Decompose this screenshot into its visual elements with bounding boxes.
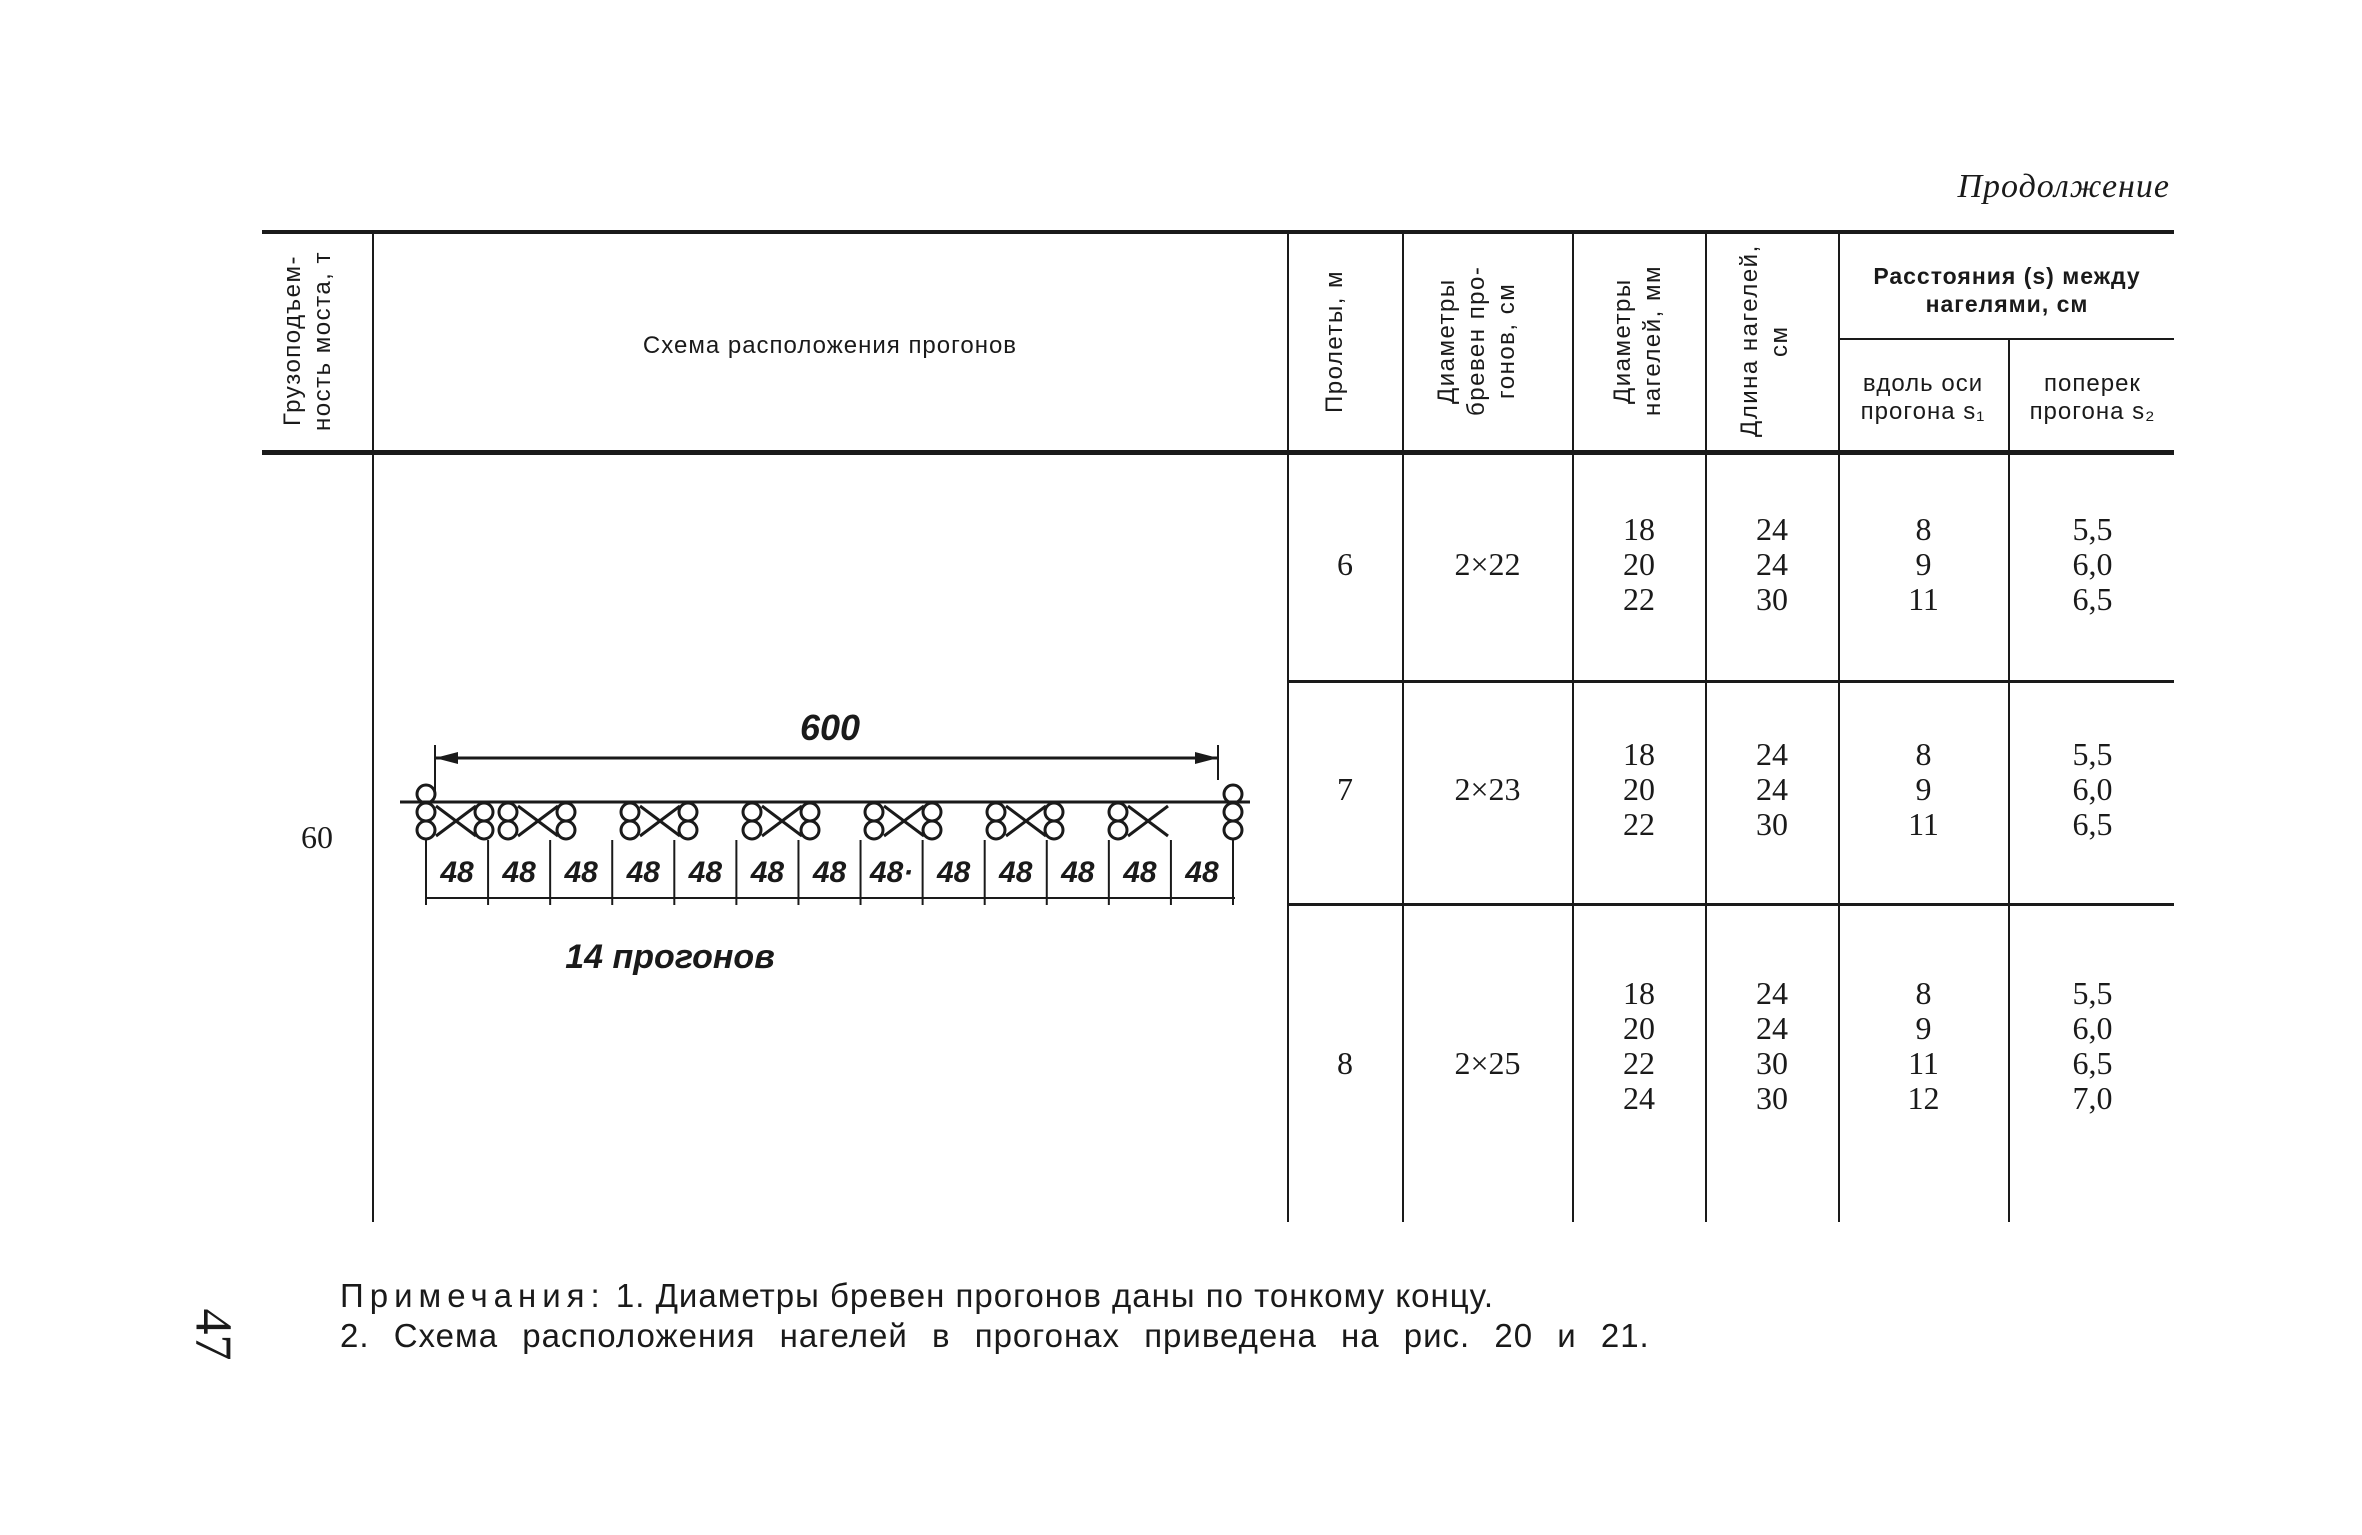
col-divider-3	[1402, 234, 1404, 1222]
row1-s1: 8 9 11	[1908, 511, 1939, 617]
log-circle	[1224, 803, 1242, 821]
notes-label: Примечания:	[340, 1277, 606, 1314]
log-circle	[1224, 821, 1242, 839]
spacing-label: 48	[564, 856, 598, 889]
log-pair	[743, 803, 819, 839]
row3-dowel-lengths: 24 24 30 30	[1756, 975, 1788, 1116]
note-line-1	[340, 1277, 1494, 1315]
spacing-labels	[439, 856, 1219, 889]
header-across: поперек прогона s₂	[2029, 370, 2156, 425]
col-divider-2	[1287, 234, 1289, 1222]
header-along-axis: вдоль оси прогона s₁	[1860, 370, 1986, 425]
row1-dowel-diameters: 18 20 22	[1623, 511, 1655, 617]
row1-s2: 5,5 6,0 6,5	[2072, 511, 2113, 617]
spacing-label: 48	[936, 856, 971, 889]
scheme-drawing	[380, 700, 1280, 1000]
col-divider-7	[2008, 338, 2010, 1222]
row3-s2: 5,5 6,0 6,5 7,0	[2072, 975, 2113, 1116]
total-width-label: 600	[799, 707, 861, 748]
header-log-diameters: Диаметры бревен про-гонов, см	[1433, 265, 1520, 417]
row3-s1: 8 9 11 12	[1907, 975, 1940, 1116]
log-circle	[417, 803, 435, 821]
header-dowel-length: Длина нагелей, см	[1736, 244, 1793, 438]
note-1: 1. Диаметры бревен прогонов даны по тонкому концу.	[615, 1277, 1495, 1314]
header-capacity: Грузоподъем-ность моста, т	[279, 251, 336, 432]
row1-span: 6	[1337, 546, 1353, 582]
table-top-rule	[262, 230, 2174, 234]
spacing-label: 48	[626, 856, 660, 889]
scheme-caption: 14 прогонов	[565, 938, 775, 976]
col-divider-4	[1572, 234, 1574, 1222]
col-divider-6	[1838, 234, 1840, 1222]
log-circle	[417, 785, 435, 803]
spacing-label: 48·	[869, 856, 914, 889]
note-2: 2. Схема расположения нагелей в прогонах приведена на рис. 20 и 21.	[340, 1317, 1650, 1354]
row-divider-1	[1288, 680, 2174, 683]
spacing-label: 48	[502, 856, 536, 889]
spacing-label: 48	[1123, 856, 1157, 889]
continuation-label: Продолжение	[1957, 168, 2170, 205]
row2-dowel-lengths: 24 24 30	[1756, 736, 1788, 842]
row2-span: 7	[1337, 771, 1353, 807]
log-circle	[417, 821, 435, 839]
row3-log-diameter: 2×25	[1454, 1045, 1521, 1081]
page-number: 47	[184, 1308, 242, 1361]
log-pair	[1109, 803, 1168, 839]
log-pair	[621, 803, 697, 839]
header-distances: Расстояния (s) между нагелями, см	[1873, 263, 2141, 317]
row3-dowel-diameters: 18 20 22 24	[1623, 975, 1655, 1116]
row-divider-2	[1288, 903, 2174, 906]
spacing-label: 48	[750, 856, 785, 889]
row2-dowel-diameters: 18 20 22	[1623, 736, 1655, 842]
note-line-2	[340, 1317, 1650, 1355]
log-pair	[499, 803, 575, 839]
row1-dowel-lengths: 24 24 30	[1756, 511, 1788, 617]
row1-log-diameter: 2×22	[1454, 546, 1521, 582]
spacing-label: 48	[812, 856, 847, 889]
spacing-label: 48	[1185, 856, 1219, 889]
total-dimension-left-arrow	[435, 752, 458, 764]
header-bottom-rule	[262, 450, 2174, 455]
row2-s2: 5,5 6,0 6,5	[2072, 736, 2113, 842]
log-pair	[436, 803, 493, 839]
row2-log-diameter: 2×23	[1454, 771, 1521, 807]
row2-s1: 8 9 11	[1908, 736, 1939, 842]
header-dowel-diameters: Диаметры нагелей, мм	[1609, 265, 1666, 417]
total-dimension-right-arrow	[1195, 752, 1218, 764]
spacing-label: 48	[688, 856, 723, 889]
spacing-label: 48	[999, 856, 1033, 889]
log-circle	[1224, 785, 1242, 803]
distances-subheader-rule	[1838, 338, 2174, 340]
header-scheme: Схема расположения прогонов	[642, 332, 1018, 359]
header-spans: Пролеты, м	[1321, 269, 1348, 413]
log-pair	[987, 803, 1063, 839]
log-pair	[865, 803, 941, 839]
spacing-label: 48	[1061, 856, 1095, 889]
capacity-value: 60	[301, 819, 333, 855]
spacing-label: 48	[440, 856, 474, 889]
col-divider-1	[372, 234, 374, 1222]
row3-span: 8	[1337, 1045, 1353, 1081]
